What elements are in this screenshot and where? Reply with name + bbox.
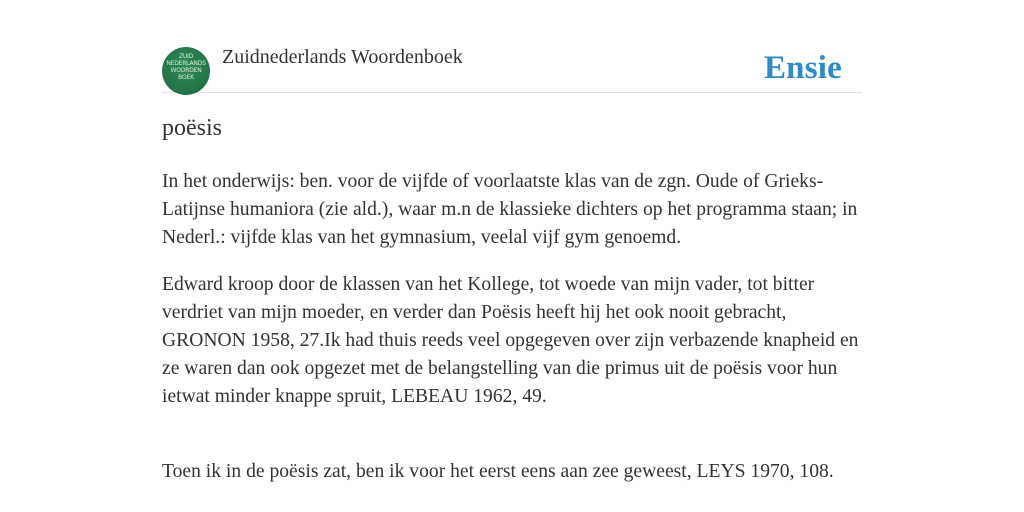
dictionary-title-link[interactable]: Zuidnederlands Woordenboek [222,46,463,68]
spacer [162,430,864,458]
header [162,44,862,93]
dictionary-logo[interactable] [162,47,210,95]
entry-content [162,168,864,505]
ensie-brand-link[interactable]: Ensie [763,50,842,86]
logo-text: ZUID [178,53,194,60]
quotes [162,271,864,486]
logo-text: BOEK [178,74,194,81]
quote-text: Edward kroop door de klassen van het Kollege, tot woede van mijn vader, tot bitter verdriet van mijn moeder, en verder dan Poësis heeft hij het ook nooit gebracht, GRONON 1958, 27.Ik had thuis reeds veel opgegeven over zijn verbazende knapheid en ze waren dan ook opgezet met de belangstelling van die primus uit de poësis voor hun ietwat minder knappe spruit, LEBEAU 1962, 49. [162,274,859,407]
logo-text: NEDERLANDS [166,60,206,67]
logo-text: WOORDEN [170,67,202,74]
definition-text: In het onderwijs: ben. voor de vijfde of voorlaatste klas van de zgn. Oude of Grieks-Latijnse humaniora (zie ald.), waar m.n de klassieke dichters op het programma staan; in Nederl.: vijfde klas van het gymnasium, veelal vijf gym genoemd. [162,171,858,248]
quote-text: Toen ik in de poësis zat, ben ik voor het eerst eens aan zee geweest, LEYS 1970, 108. [162,461,834,482]
entry-title: poësis [162,115,222,141]
